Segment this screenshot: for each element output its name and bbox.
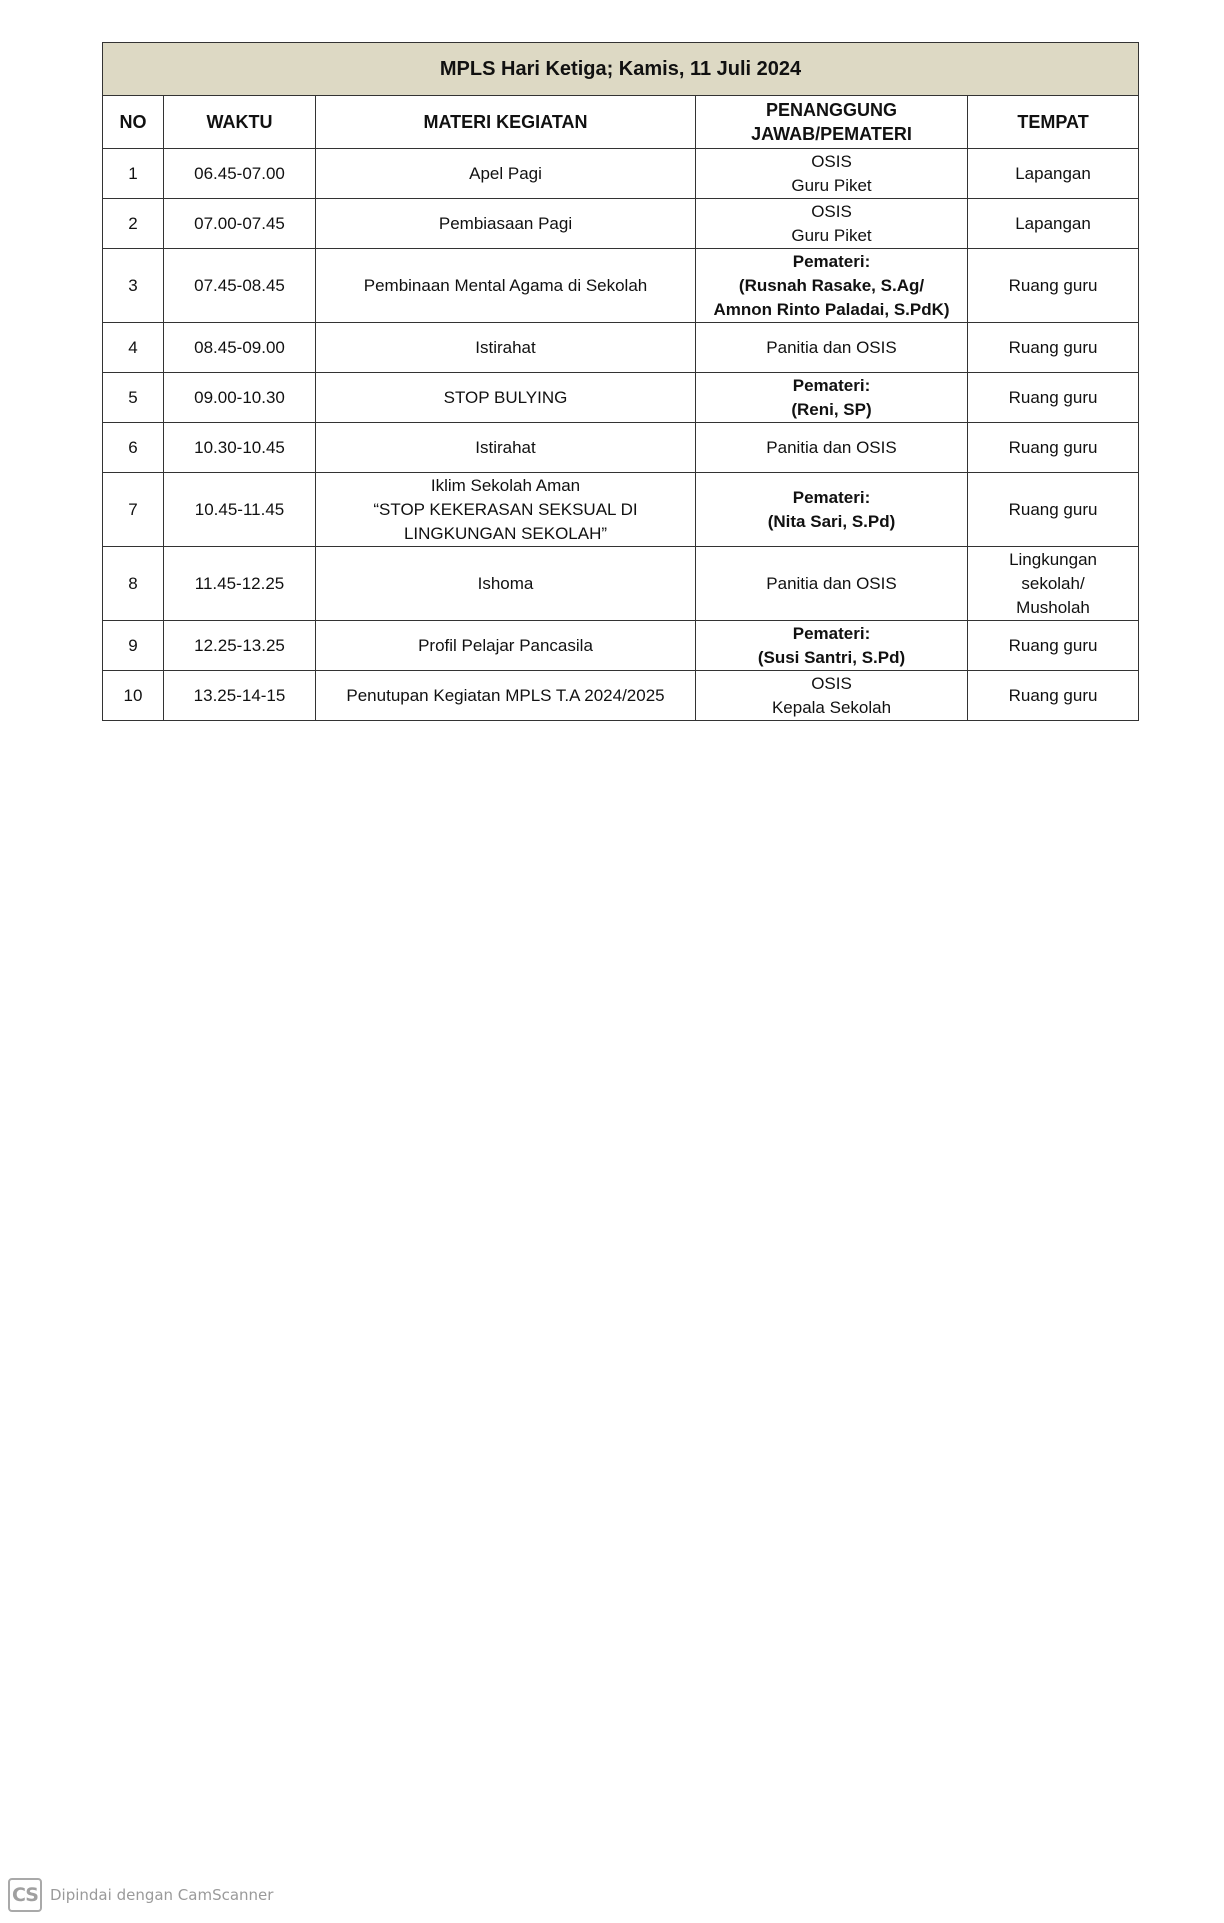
cell-waktu: 09.00-10.30 <box>164 373 316 423</box>
cell-penanggung <box>696 547 968 621</box>
table-row <box>103 149 1139 199</box>
cell-materi <box>316 323 696 373</box>
cell-materi <box>316 547 696 621</box>
cell-tempat-line: Ruang guru <box>1008 635 1098 655</box>
cell-materi-line: Istirahat <box>475 337 536 357</box>
cell-penanggung-line: Panitia dan OSIS <box>766 337 897 357</box>
cell-tempat-line: sekolah/ <box>1021 573 1085 593</box>
cell-tempat <box>968 671 1139 721</box>
cell-waktu: 10.45-11.45 <box>164 473 316 547</box>
cell-no: 9 <box>103 621 164 671</box>
cell-tempat-line: Ruang guru <box>1008 275 1098 295</box>
cell-tempat <box>968 149 1139 199</box>
cell-tempat <box>968 249 1139 323</box>
cell-waktu: 13.25-14-15 <box>164 671 316 721</box>
cell-penanggung-line: Guru Piket <box>791 175 872 195</box>
cell-tempat <box>968 423 1139 473</box>
cell-waktu: 06.45-07.00 <box>164 149 316 199</box>
cell-no: 3 <box>103 249 164 323</box>
cell-tempat-line: Lingkungan <box>1009 549 1097 569</box>
cell-materi-line: Pembiasaan Pagi <box>438 213 573 233</box>
cell-materi-line: Apel Pagi <box>469 163 542 183</box>
cell-waktu: 10.30-10.45 <box>164 423 316 473</box>
table-row <box>103 621 1139 671</box>
cell-tempat-line: Ruang guru <box>1008 387 1098 407</box>
cell-penanggung-line: (Susi Santri, S.Pd) <box>757 647 906 667</box>
cell-materi <box>316 199 696 249</box>
cell-no: 8 <box>103 547 164 621</box>
header-waktu: WAKTU <box>164 96 316 149</box>
cell-penanggung <box>696 199 968 249</box>
cell-materi <box>316 473 696 547</box>
header-penanggung-line: PENANGGUNG <box>765 100 897 120</box>
header-penanggung-line: JAWAB/PEMATERI <box>751 124 912 144</box>
cell-penanggung-line: Pemateri: <box>792 487 871 507</box>
table-row <box>103 473 1139 547</box>
cell-penanggung <box>696 423 968 473</box>
cell-tempat <box>968 621 1139 671</box>
cell-penanggung-line: Guru Piket <box>791 225 872 245</box>
schedule-table <box>102 42 1139 721</box>
cell-materi-line: Iklim Sekolah Aman <box>430 475 581 495</box>
camscanner-logo: CS <box>8 1878 42 1912</box>
cell-tempat-line: Ruang guru <box>1008 685 1098 705</box>
table-row <box>103 373 1139 423</box>
cell-waktu: 11.45-12.25 <box>164 547 316 621</box>
cell-tempat <box>968 473 1139 547</box>
cell-waktu: 12.25-13.25 <box>164 621 316 671</box>
watermark-text: Dipindai dengan CamScanner <box>50 1886 274 1904</box>
cell-tempat <box>968 323 1139 373</box>
cell-no: 7 <box>103 473 164 547</box>
header-materi: MATERI KEGIATAN <box>316 96 696 149</box>
schedule-sheet <box>102 42 1138 721</box>
cell-penanggung <box>696 323 968 373</box>
cell-materi-line: LINGKUNGAN SEKOLAH” <box>403 523 608 543</box>
cell-materi-line: STOP BULYING <box>443 387 568 407</box>
cell-penanggung-line: Pemateri: <box>792 251 871 271</box>
cell-materi-line: Istirahat <box>475 437 536 457</box>
cell-tempat <box>968 547 1139 621</box>
cell-penanggung <box>696 671 968 721</box>
header-tempat: TEMPAT <box>968 96 1139 149</box>
cell-penanggung-line: OSIS <box>811 201 852 221</box>
cell-materi <box>316 149 696 199</box>
cell-penanggung-line: OSIS <box>811 673 852 693</box>
cell-tempat-line: Ruang guru <box>1008 437 1098 457</box>
cell-penanggung <box>696 249 968 323</box>
table-body <box>103 149 1139 721</box>
cell-penanggung-line: (Rusnah Rasake, S.Ag/ <box>738 275 925 295</box>
cell-tempat-line: Lapangan <box>1015 213 1091 233</box>
cell-penanggung <box>696 149 968 199</box>
cell-materi-line: Pembinaan Mental Agama di Sekolah <box>363 275 648 295</box>
cell-no: 2 <box>103 199 164 249</box>
table-title-row <box>103 43 1139 96</box>
cell-tempat <box>968 199 1139 249</box>
cell-penanggung-line: Amnon Rinto Paladai, S.PdK) <box>713 299 950 319</box>
cell-waktu: 08.45-09.00 <box>164 323 316 373</box>
header-penanggung <box>696 96 968 149</box>
table-row <box>103 671 1139 721</box>
header-no: NO <box>103 96 164 149</box>
scanner-watermark <box>8 1875 273 1915</box>
cell-tempat-line: Lapangan <box>1015 163 1091 183</box>
table-title: MPLS Hari Ketiga; Kamis, 11 Juli 2024 <box>103 43 1139 96</box>
cell-materi <box>316 249 696 323</box>
table-row <box>103 323 1139 373</box>
cell-materi-line: Penutupan Kegiatan MPLS T.A 2024/2025 <box>346 685 665 705</box>
cell-penanggung-line: (Nita Sari, S.Pd) <box>767 511 896 531</box>
cell-tempat-line: Ruang guru <box>1008 337 1098 357</box>
cell-no: 4 <box>103 323 164 373</box>
cell-waktu: 07.45-08.45 <box>164 249 316 323</box>
cell-no: 5 <box>103 373 164 423</box>
cell-no: 1 <box>103 149 164 199</box>
cell-penanggung <box>696 621 968 671</box>
cell-tempat-line: Ruang guru <box>1008 499 1098 519</box>
cell-materi-line: Ishoma <box>477 573 534 593</box>
cell-tempat <box>968 373 1139 423</box>
table-header-row <box>103 96 1139 149</box>
cell-penanggung-line: Panitia dan OSIS <box>766 437 897 457</box>
cell-penanggung-line: (Reni, SP) <box>791 399 872 419</box>
cell-waktu: 07.00-07.45 <box>164 199 316 249</box>
cell-penanggung-line: Pemateri: <box>792 375 871 395</box>
cell-no: 10 <box>103 671 164 721</box>
table-row <box>103 249 1139 323</box>
table-row <box>103 547 1139 621</box>
cell-materi <box>316 671 696 721</box>
cell-materi <box>316 373 696 423</box>
cell-penanggung <box>696 473 968 547</box>
cell-materi <box>316 423 696 473</box>
cell-no: 6 <box>103 423 164 473</box>
cell-materi <box>316 621 696 671</box>
cell-penanggung-line: Kepala Sekolah <box>771 697 892 717</box>
table-row <box>103 423 1139 473</box>
cell-penanggung <box>696 373 968 423</box>
cell-penanggung-line: OSIS <box>811 151 852 171</box>
cell-materi-line: “STOP KEKERASAN SEKSUAL DI <box>373 499 638 519</box>
cell-penanggung-line: Pemateri: <box>792 623 871 643</box>
cell-tempat-line: Musholah <box>1016 597 1090 617</box>
table-row <box>103 199 1139 249</box>
cell-penanggung-line: Panitia dan OSIS <box>766 573 897 593</box>
cell-materi-line: Profil Pelajar Pancasila <box>418 635 593 655</box>
